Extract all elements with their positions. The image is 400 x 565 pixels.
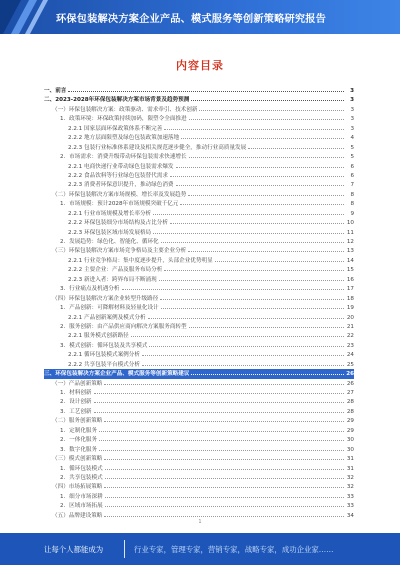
toc-entry-title: （五）品牌建设策略 [52,512,103,519]
toc-entry-title: （三）环保包装解决方案市场竞争格局及主要企业分析 [52,248,187,255]
toc-entry-title: 2．服务创新：由产品供应商向解决方案服务商转型 [60,323,187,330]
toc-entry[interactable] [44,180,354,189]
toc-entry-title: 二、2023-2028年环保包装解决方案市场背景及趋势预测 [44,97,190,104]
toc-entry-title: 1．定制化服务 [60,427,98,434]
toc-entry[interactable] [44,133,354,142]
toc-entry[interactable] [44,482,354,491]
toc-entry-page: 4 [350,135,354,142]
toc-dot-leader [105,501,344,507]
toc-dot-leader [94,397,344,403]
toc-dot-leader [189,114,344,120]
toc-entry-page: 33 [346,493,354,500]
toc-entry[interactable] [44,379,354,388]
toc-entry[interactable] [44,322,354,331]
report-header [0,0,400,34]
toc-dot-leader [131,331,344,337]
toc-entry-page: 24 [346,352,354,359]
toc-entry-title: 1．政策环境：环保政策持续加码，限塑令全面推进 [60,116,187,123]
toc-entry-title: 2.2.1 产品创新案例及模式分析 [68,314,146,321]
toc-dot-leader [248,143,344,149]
toc-entry[interactable] [44,331,354,340]
toc-dot-leader [189,152,344,158]
toc-entry[interactable] [44,445,354,454]
toc-entry-page: 3 [350,97,354,104]
toc-dot-leader [170,218,344,224]
toc-entry-title: 2．区域市场拓展 [60,503,103,510]
toc-dot-leader [104,454,344,460]
toc-entry-page: 17 [346,286,354,293]
toc-entry-title: （三）模式创新策略 [52,456,103,463]
toc-entry[interactable] [44,313,354,322]
toc-dot-leader [148,313,344,319]
toc-entry-page: 26 [346,371,354,378]
toc-entry-title: 2.2.3 新进入者：跨界布局不断涌现 [68,276,157,283]
toc-entry-title: 2.2.3 包装行业标准体系建设及相关规范逐步健全，推动行业高质量发展 [68,144,247,151]
toc-entry-title: 2．市场需求：消费升级带动环保包装需求快速增长 [60,154,187,161]
toc-entry-title: 三、环保包装解决方案企业产品、模式服务等创新策略建议 [44,371,190,378]
toc-entry-title: （二）服务创新策略 [52,418,103,425]
toc-entry-page: 22 [346,333,354,340]
toc-entry[interactable] [44,171,354,180]
toc-dot-leader [191,95,344,101]
toc-entry[interactable] [44,492,354,501]
toc-entry-title: 2.2.2 食品饮料等行业绿色包装替代需求 [68,172,168,179]
toc-entry-title: 2.2.2 地方层面限塑及绿色包装政策加速落地 [68,135,180,142]
toc-entry[interactable] [44,369,354,378]
toc-entry-title: （一）产品创新策略 [52,380,103,387]
toc-entry-page: 3 [350,106,354,113]
toc-entry[interactable] [44,275,354,284]
toc-entry-page: 33 [346,503,354,510]
toc-dot-leader [94,407,344,413]
toc-dot-leader [122,284,345,290]
toc-dot-leader [105,464,344,470]
toc-entry-title: 2.2.3 环保包装区域市场发展格局 [68,229,152,236]
toc-entry[interactable] [44,143,354,152]
toc-entry[interactable] [44,303,354,312]
toc-entry-title: （四）环保包装解决方案企业转型升级路径 [52,295,159,302]
toc-entry-page: 15 [346,267,354,274]
toc-entry[interactable] [44,454,354,463]
toc-entry-page: 3 [350,88,354,94]
toc-entry[interactable] [44,124,354,133]
toc-entry-page: 31 [346,456,354,463]
toc-dot-leader [191,369,344,375]
toc-entry-page: 19 [346,305,354,312]
toc-dot-leader [104,482,344,488]
toc-dot-leader [99,435,344,441]
toc-entry-page: 9 [350,210,354,217]
footer-tagline: 行业专家，管理专家，营销专家，战略专家，成功企业家…… [134,545,334,554]
toc-entry[interactable] [44,256,354,265]
toc-entry-title: 2.2.1 电商快递行业带动绿色包装需求爆发 [68,163,174,170]
toc-entry-page: 25 [346,361,354,368]
toc-dot-leader [188,190,344,196]
toc-entry[interactable] [44,407,354,416]
toc-dot-leader [105,473,344,479]
toc-entry-title: （四）市场拓展策略 [52,484,103,491]
toc-entry-page: 23 [346,342,354,349]
toc-entry[interactable] [44,218,354,227]
toc-dot-leader [142,350,344,356]
toc-entry-page: 30 [346,437,354,444]
toc-entry-title: 2.2.2 主要企业：产品及服务布局分析 [68,267,163,274]
toc-dot-leader [68,86,344,92]
toc-entry[interactable] [44,294,354,303]
toc-entry[interactable] [44,360,354,369]
toc-entry-page: 31 [346,465,354,472]
toc-entry[interactable] [44,246,354,255]
toc-dot-leader [161,237,344,243]
report-footer [0,533,400,565]
toc-dot-leader [188,246,344,252]
toc-entry-title: 2.2.1 行业竞争格局：集中度逐步提升，头部企业优势明显 [68,257,213,264]
toc-heading: 内容目录 [176,59,224,72]
toc-entry[interactable] [44,228,354,237]
toc-entry-title: 3．模式创新：循环包装及共享模式 [60,342,148,349]
toc-entry-page: 21 [346,323,354,330]
toc-entry-page: 28 [346,408,354,415]
table-of-contents [44,86,354,520]
page-number: 1 [198,519,202,525]
toc-entry-page: 30 [346,446,354,453]
toc-entry[interactable] [44,350,354,359]
toc-entry-title: 一、前言 [44,88,67,94]
toc-entry[interactable] [44,105,354,114]
toc-dot-leader [199,105,344,111]
toc-entry[interactable] [44,341,354,350]
toc-entry-page: 7 [350,182,354,189]
footer-slogan: 让每个人都能成为 [44,545,104,554]
toc-entry-title: 1．循环包装模式 [60,465,103,472]
toc-entry-page: 20 [346,314,354,321]
toc-entry[interactable] [44,237,354,246]
toc-dot-leader [215,256,344,262]
toc-dot-leader [176,180,344,186]
toc-entry-page: 8 [350,201,354,208]
toc-entry[interactable] [44,114,354,123]
toc-entry-title: 1．产品创新：可降解材料及轻量化设计 [60,305,159,312]
toc-dot-leader [189,322,344,328]
toc-dot-leader [170,171,344,177]
toc-entry-page: 8 [350,191,354,198]
toc-entry-page: 18 [346,295,354,302]
toc-entry-page: 5 [350,144,354,151]
toc-entry[interactable] [44,501,354,510]
toc-entry-page: 27 [346,390,354,396]
toc-dot-leader [160,294,344,300]
toc-entry-page: 3 [350,125,354,132]
toc-dot-leader [164,265,344,271]
toc-dot-leader [159,275,344,281]
toc-dot-leader [153,209,344,215]
toc-entry-title: 2.2.1 循环包装模式案例分析 [68,352,140,359]
toc-entry[interactable] [44,473,354,482]
toc-entry-title: 1．市场规模：预计2028年市场规模突破千亿元 [60,201,179,208]
toc-entry-title: 3．工艺创新 [60,408,92,415]
toc-dot-leader [176,162,344,168]
toc-entry[interactable] [44,464,354,473]
toc-dot-leader [99,426,344,432]
toc-entry[interactable] [44,265,354,274]
toc-entry-page: 32 [346,474,354,481]
toc-dot-leader [104,511,344,517]
toc-entry[interactable] [44,397,354,406]
toc-dot-leader [181,133,344,139]
toc-entry-page: 13 [346,248,354,255]
toc-entry-title: 2．发展趋势：绿色化、智能化、循环化 [60,239,159,245]
toc-dot-leader [99,445,344,451]
toc-entry-title: 2．设计创新 [60,399,92,406]
toc-entry[interactable] [44,435,354,444]
toc-dot-leader [161,303,344,309]
toc-dot-leader [104,379,344,385]
toc-dot-leader [164,124,344,130]
toc-entry-title: 1．材料创新 [60,390,92,396]
toc-entry-title: 3．行业痛点及机遇分析 [60,286,120,293]
toc-dot-leader [94,388,344,394]
footer-divider [124,540,125,558]
toc-entry-title: 2.2.1 服务模式创新路径 [68,333,129,340]
toc-entry-title: 2.2.2 环保包装细分市场结构及占比分析 [68,220,168,227]
toc-entry[interactable] [44,388,354,397]
toc-entry[interactable] [44,86,354,95]
toc-entry-title: 2.2.1 国家层面环保政策体系不断完善 [68,125,163,132]
toc-dot-leader [180,199,344,205]
toc-entry[interactable] [44,162,354,171]
toc-entry-page: 14 [346,257,354,264]
toc-dot-leader [149,341,344,347]
toc-entry[interactable] [44,190,354,199]
toc-entry-page: 29 [346,427,354,434]
toc-entry[interactable] [44,199,354,208]
toc-entry-page: 26 [346,380,354,387]
toc-entry-page: 12 [346,239,354,245]
toc-entry-title: 3．数字化服务 [60,446,98,453]
toc-entry[interactable] [44,95,354,104]
toc-entry[interactable] [44,209,354,218]
toc-entry-title: （二）环保包装解决方案市场规模、增长率及发展趋势 [52,191,187,198]
toc-entry-page: 32 [346,484,354,491]
toc-entry-page: 6 [350,172,354,179]
toc-entry-page: 11 [346,229,354,236]
toc-entry-page: 28 [346,399,354,406]
toc-entry-title: 2.2.2 共享包装平台模式分析 [68,361,140,368]
toc-entry[interactable] [44,426,354,435]
toc-entry-page: 10 [346,220,354,227]
toc-entry-title: 2．一体化服务 [60,437,98,444]
toc-entry-page: 34 [346,512,354,519]
toc-entry-title: 2．共享包装模式 [60,474,103,481]
toc-entry-page: 6 [350,163,354,170]
toc-entry-title: 2.2.1 行业市场规模及增长率分析 [68,210,152,217]
toc-entry-title: 2.2.3 消费者环保意识提升，推动绿色消费 [68,182,174,189]
toc-dot-leader [153,228,344,234]
toc-entry-page: 5 [350,154,354,161]
toc-dot-leader [105,492,344,498]
toc-entry[interactable] [44,416,354,425]
toc-entry-title: （一）环保包装解决方案：政策驱动、需求牵引、技术创新 [52,106,198,113]
toc-entry[interactable] [44,152,354,161]
toc-entry-page: 3 [350,116,354,123]
toc-entry-page: 29 [346,418,354,425]
toc-entry[interactable] [44,284,354,293]
toc-entry-title: 1．细分市场深耕 [60,493,103,500]
toc-entry-page: 16 [346,276,354,283]
toc-dot-leader [142,360,344,366]
toc-dot-leader [104,416,344,422]
report-title: 环保包装解决方案企业产品、模式服务等创新策略研究报告 [56,14,327,25]
